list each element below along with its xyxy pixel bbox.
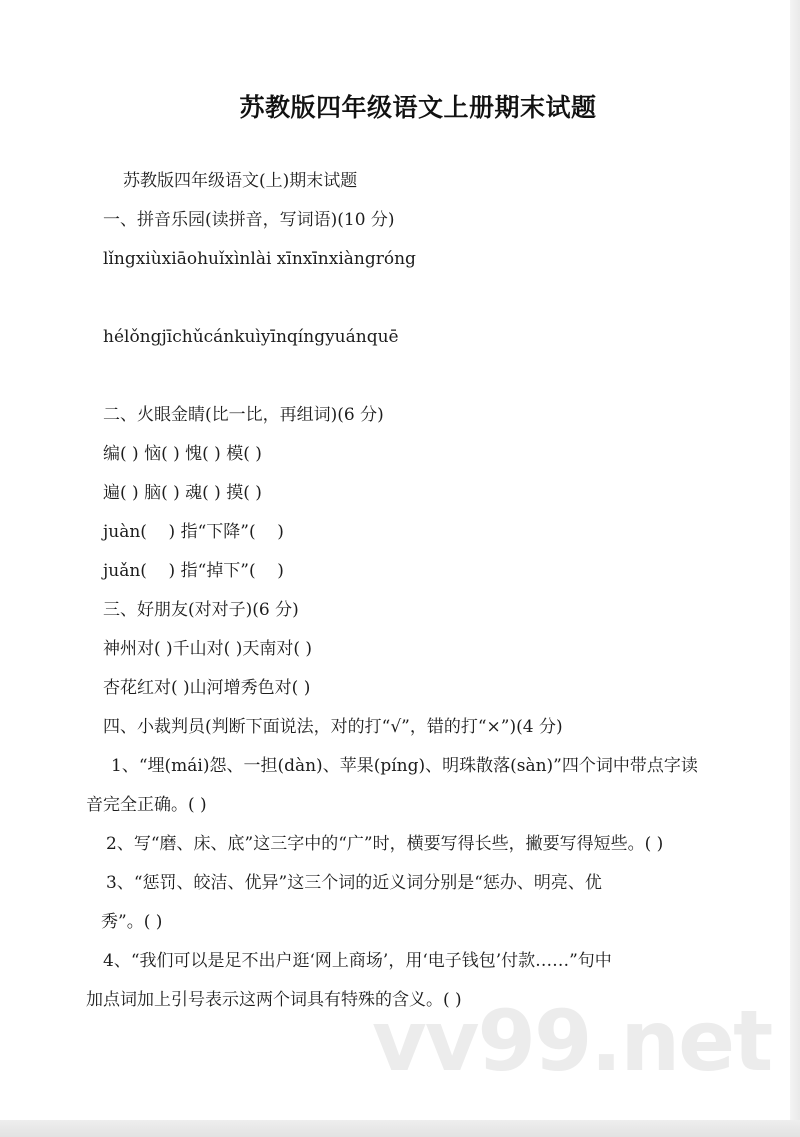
- watermark-text: vv99.net: [372, 992, 772, 1090]
- judge-item-1-line-1: 1、“埋(mái)怨、一担(dàn)、苹果(píng)、明珠散落(sàn)”四个词中带点字读: [111, 756, 698, 776]
- pinyin-line-2: hélǒngjīchǔcánkuìyīnqíngyuánquē: [103, 327, 399, 347]
- doc-subtitle: 苏教版四年级语文(上)期末试题: [123, 171, 358, 191]
- couplet-row-2: 杏花红对( )山河增秀色对( ): [103, 678, 311, 698]
- document-title: 苏教版四年级语文上册期末试题: [239, 93, 597, 122]
- pinyin-line-1: lǐngxiùxiāohuǐxìnlài xīnxīnxiàngróng: [103, 249, 416, 269]
- page-right-edge: [790, 0, 800, 1137]
- judge-item-4-line-1: 4、“我们可以是足不出户逛‘网上商场’，用‘电子钱包’付款……”句中: [103, 951, 612, 971]
- compare-row-1: 编( ) 恼( ) 愧( ) 模( ): [103, 444, 262, 464]
- couplet-row-1: 神州对( )千山对( )天南对( ): [103, 639, 313, 659]
- judge-item-3-line-1: 3、“惩罚、皎洁、优异”这三个词的近义词分别是“惩办、明亮、优: [106, 873, 602, 893]
- judge-item-3-line-2: 秀”。( ): [101, 912, 163, 932]
- juan-row-1: juàn( ) 指“下降”( ): [103, 522, 284, 542]
- compare-row-2: 遍( ) 脑( ) 魂( ) 摸( ): [103, 483, 262, 503]
- judge-item-4-line-2: 加点词加上引号表示这两个词具有特殊的含义。( ): [86, 990, 462, 1010]
- juan-row-2: juǎn( ) 指“掉下”( ): [103, 561, 284, 581]
- section-4-heading: 四、小裁判员(判断下面说法，对的打“√”，错的打“×”)(4 分): [103, 717, 563, 737]
- section-3-heading: 三、好朋友(对对子)(6 分): [103, 600, 299, 620]
- judge-item-2: 2、写“磨、床、底”这三字中的“广”时，横要写得长些，撇要写得短些。( ): [106, 834, 664, 854]
- section-2-heading: 二、火眼金睛(比一比，再组词)(6 分): [103, 405, 384, 425]
- judge-item-1-line-2: 音完全正确。( ): [86, 795, 207, 815]
- page-bottom-edge: [0, 1120, 800, 1137]
- section-1-heading: 一、拼音乐园(读拼音，写词语)(10 分): [103, 210, 395, 230]
